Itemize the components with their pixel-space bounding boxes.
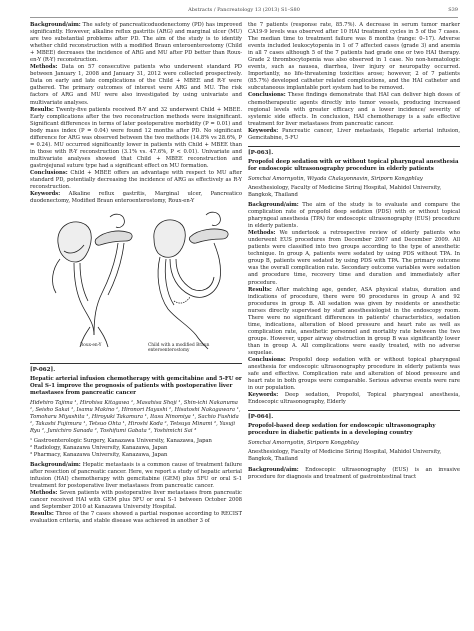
abstract-paragraph: Methods: Data on 57 consecutive patients who underwent standard PD between January 1, 2008 and January 31, 2012 were collected prospectively. Data on early and late complications of the Child + MBEE and R-Y were gathered. The primary outcomes of interest were ARG and MU. The risk factors of ARG and MU were also investigated by using univariate and multivariate analyses. — [30, 64, 242, 106]
abstract-code: [P-062]. — [30, 367, 56, 374]
abstract-paragraph: Conclusions: Propofol deep sedation with or without topical pharyngeal anesthesia for endoscopic ultrasonography procedure in elderly patients was safe and effective. Complication rate and alteration of blood pressure and heart rate in both groups were comparable. Serious adverse events were rare in our population. — [248, 357, 460, 392]
abstract-paragraph: Results: Three of the 7 cases showed a partial response according to RECIST evaluation criteria, and stable disease was achieved in another 3 of — [30, 510, 242, 525]
abstract-paragraph: Conclusions: Child + MBEE offers an advantage with respect to MU after standard PD, potentially decreasing the incidence of ARG as effectively as R-Y reconstruction. — [30, 169, 242, 191]
abstract-p064 — [248, 414, 460, 480]
author-list: Somchai Amornyotin, Siriporn Kongphlay — [248, 440, 359, 447]
abstract-paragraph: Results: After matching age, gender, ASA physical status, duration and indications of procedure, there were 90 procedures in group A and 92 procedures in group B. All sedation was given by residents or anesthetic nurses directly supervised by staff anesthesiologist in the endoscopy room. There were no significant differences in patients' characteristics, sedation time, indications, alteration of blood pressure and heart rate as well as complication rate, anesthetic personnel and mortality rate between the two groups. However, upper airway obstruction in group B was significantly lower than in group A. All complications were easily treated, with no adverse sequelae. — [248, 286, 460, 356]
affiliation: Anesthesiology, Faculty of Medicine Siriraj Hospital, Mahidol University, Bangkok, Thailand — [248, 184, 442, 198]
abstract-paragraph: Methods: We undertook a retrospective review of elderly patients who underwent EUS procedures from December 2007 and December 2009. All patients were classified into two groups according to the type of anesthetic technique. In group A, patients were sedated by using PDS without TPA. In group B, patients were sedated by using PDS with TPA. The primary outcome was the overall complication rate. Secondary outcome variables were sedation and procedure time, recovery time and duration and immediately after procedure. — [248, 230, 460, 286]
abstract-keywords: Keywords: Alkaline reflux gastritis, Marginal ulcer, Pancreatico duodenectomy, Modified Braun enteroenterostomy, Roux-en-Y — [30, 191, 242, 205]
left-column — [30, 22, 242, 525]
abstract-title: Hepatic arterial infusion chemotherapy with gemcitabine and 5-FU or Oral S-1 improve the prognosis of patients with postoperative liver metastases from pancreatic cancer — [30, 376, 242, 397]
running-head — [30, 7, 458, 17]
header-rule — [30, 17, 458, 18]
abstract-paragraph: Conclusions: These findings demonstrate that HAI can deliver high doses of chemotherapeutic agents directly into tumor vessels, producing increased regional levels with greater efficacy and a lower incidence/ severity of systemic side effects. In conclusion, HAI chemotherapy is a safe effective treatment for liver metastases from pancreatic cancer. — [248, 92, 460, 127]
figure-label-child-braun: Child with a modified Braun enteroenterostomy — [148, 343, 210, 354]
child-braun-diagram — [154, 212, 228, 349]
right-column — [248, 22, 460, 481]
abstract-code: [P-063]. — [248, 149, 274, 156]
author-list: Somchai Amornyotin, Wiyada Chalayonnavin, Siriporn Kongphlay — [248, 175, 423, 182]
abstract-paragraph: Methods: Seven patients with postoperative liver metastases from pancreatic cancer received HAI with GEM plus 5FU or oral S-1 between October 2008 and September 2010 at Kanazawa University Hospital. — [30, 489, 242, 510]
abstract-separator — [248, 146, 460, 147]
abstract-paragraph: Background/aim: The aim of the study is to evaluate and compare the complication rate of propofol deep sedation (PDS) with or without topical pharyngeal anesthesia (TPA) for endoscopic ultrasonography (EUS) procedure in elderly patients. — [248, 201, 460, 230]
journal-citation: Abstracts / Pancreatology 13 (2013) S1–S80 — [188, 7, 300, 13]
reconstruction-figure — [30, 209, 242, 359]
abstract-paragraph: Background/aim: Endoscopic ultrasonography (EUS) is an invasive procedure for diagnosis and treatment of gastrointestinal tract — [248, 466, 460, 480]
abstract-paragraph: Background/aim: Hepatic metastasis is a common cause of treatment failure after resection of pancreatic cancer. Here, we report a study of hepatic arterial infusion (HAI) chemotherapy with gemcitabine (GEM) plus 5FU or oral S-1 treatment for postoperative liver metastases from pancreatic cancer. — [30, 461, 242, 489]
p062-continued — [248, 22, 460, 142]
abstract-paragraph: Background/aim: The safety of pancreaticoduodenectomy (PD) has improved significantly. However, alkaline reflux gastritis (ARG) and marginal ulcer (MU) are two substantial problems after PD. The aim of the study is to identify whether child reconstruction with a modified Braun enteroenterostomy (Child + MBEE) decreases the incidence of ARG and MU after PD better than Roux-en-Y (R-Y) reconstruction. — [30, 22, 242, 64]
abstract-keywords: Keywords: Deep sedation, Propofol, Topical pharyngeal anesthesia, Endoscopic ultrasonography, Elderly — [248, 392, 460, 406]
affiliation: Anesthesiology, Faculty of Medicine Siriraj Hospital, Mahidol University, Bangkok, Thailand — [248, 449, 442, 463]
abstract-keywords: Keywords: Pancreatic cancer, Liver metastasis, Hepatic arterial infusion, Gemcitabine, 5-FU — [248, 127, 460, 141]
affiliation: ² Radiology, Kanazawa University, Kanazawa, Japan — [30, 444, 168, 451]
abstract-separator — [248, 410, 460, 411]
reconstruction-diagram — [30, 209, 242, 359]
abstract-paragraph: Results: Twenty-five patients received R-Y and 32 underwent Child + MBEE. Early complications after the two reconstruction methods were insignificant. Significant differences in terms of later postoperative morbidity (P = 0.01) and body mass index (P = 0.04) were found 12 months after PD. No significant difference for ARG was observed between the two methods (14.8% vs 28.6%, P = 0.24). MU occurred significantly lower in patients with Child + MBEE than in those with R-Y reconstruction (3.1% vs. 47.6%, P < 0.01). Univariate and multivariate analyses showed that Child + MBEE reconstruction and gastrojejunal suture type had a significant effect on MU formation. — [30, 106, 242, 169]
abstract-code: [P-064]. — [248, 414, 274, 421]
author-list: Hidehiro Tajima ¹, Hirohisa Kitagawa ¹, Masahisa Shoji ¹, Shin-ichi Nakanuma ¹, Seisho Sakai ¹, Isamu Makino ¹, Hironori Hayashi ¹, Hisatoshi Nakagawara ¹, Tomoharu Miyashita ¹, Hiroyuki Takamura ¹, Itasu Ninomiya ¹, Sachio Fushida ¹, Takashi Fujimura ¹, Tetsuo Ohta ¹, Hiroshi Koda ², Tetsuya Minami ², Yasuji Ryu ², Junichiro Sanada ², Toshifumi Gabata ², Yoshimichi Sai ³ — [30, 400, 241, 435]
affiliation: ¹ Gastroenterologic Surgery, Kanazawa University, Kanazawa, Japan — [30, 437, 212, 444]
abstract-title: Propofol-based deep sedation for endoscopic ultrasonography procedure in diabetic patients in a developing country — [248, 423, 436, 437]
roux-en-y-diagram — [53, 214, 133, 347]
affiliation: ³ Pharmacy, Kanazawa University, Kanazawa, Japan — [30, 451, 168, 458]
abstract-p062 — [30, 367, 242, 525]
figure-label-roux-en-y: Roux-en-Y — [80, 343, 102, 349]
abstract-paragraph: the 7 patients (response rate, 85.7%). A decrease in serum tumor marker CA19-9 levels was observed after 10 HAI treatment cycles in 5 of the 7 cases. The median time to treatment failure was 8 months (range: 0–17). Adverse events included leukocytopenia in 1 of 7 affected cases (grade 3) and anemia in all 7 cases although 5 of the 7 patients had grade one or two HAI therapy. Grade 2 thrombocytopenia was also observed in 1 case. No non-hematologic events, such as nausea, diarrhea, liver injury or neuropathy occurred. Importantly, no life-threatening toxicities arose; however, 2 of 7 patients (85.7%) developed catheter related complications, and the HAI catheter and subcutaneous implantable port system had to be removed. — [248, 22, 460, 92]
abstract-title: Propofol deep sedation with or without topical pharyngeal anesthesia for endoscopic ultrasonography procedure in elderly patients — [248, 158, 459, 172]
abstract-separator — [30, 363, 242, 364]
abstract-p063 — [248, 150, 460, 407]
page-number: S39 — [448, 7, 458, 13]
affiliation-list — [30, 438, 242, 459]
p061-body — [30, 22, 242, 205]
